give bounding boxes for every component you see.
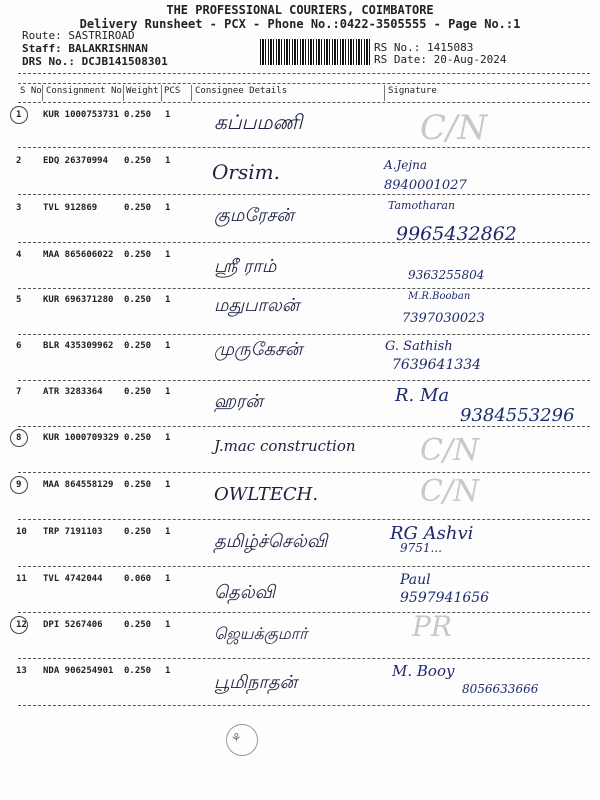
row-sno: 7	[16, 387, 22, 397]
consignee-handwriting: தமிழ்ச்செல்வி	[214, 531, 328, 552]
consignee-handwriting: பூமிநாதன்	[214, 672, 298, 693]
row-sno: 2	[16, 156, 22, 166]
consignment-number: MAA 865606022	[43, 250, 114, 260]
signature-handwriting: M. Booy	[392, 662, 455, 680]
column-rule	[123, 85, 124, 101]
signature-handwriting: 9965432862	[396, 223, 517, 245]
weight-value: 0.250	[124, 620, 152, 630]
runsheet-title: Delivery Runsheet - PCX - Phone No.:0422-3505555 - Page No.:1	[79, 17, 521, 31]
pcs-count: 1	[165, 110, 171, 120]
signature-handwriting: C/N	[420, 433, 480, 468]
weight-value: 0.250	[124, 341, 152, 351]
row-sno: 13	[16, 666, 27, 676]
row-sno: 11	[16, 574, 27, 584]
row-sno: 8	[16, 433, 22, 443]
row-divider	[18, 705, 590, 706]
consignment-number: BLR 435309962	[43, 341, 114, 351]
consignee-handwriting: தெல்வி	[214, 582, 276, 603]
signature-handwriting: G. Sathish	[385, 339, 453, 354]
signature-handwriting: PR	[412, 610, 452, 643]
consignment-number: ATR 3283364	[43, 387, 103, 397]
weight-value: 0.250	[124, 110, 152, 120]
row-sno: 5	[16, 295, 22, 305]
row-sno: 3	[16, 203, 22, 213]
consignment-number: TVL 4742044	[43, 574, 103, 584]
company-name: THE PROFESSIONAL COURIERS, COIMBATORE	[166, 3, 434, 17]
signature-handwriting: 9363255804	[408, 268, 485, 282]
row-sno: 10	[16, 527, 27, 537]
consignment-number: MAA 864558129	[43, 480, 114, 490]
consignment-number: KUR 1000709329	[43, 433, 119, 443]
weight-value: 0.250	[124, 203, 152, 213]
weight-value: 0.250	[124, 387, 152, 397]
signature-handwriting: C/N	[420, 108, 488, 148]
pcs-count: 1	[165, 527, 171, 537]
weight-value: 0.250	[124, 250, 152, 260]
weight-value: 0.060	[124, 574, 152, 584]
row-divider	[18, 612, 590, 613]
row-sno: 6	[16, 341, 22, 351]
weight-value: 0.250	[124, 156, 152, 166]
consignment-number: TVL 912869	[43, 203, 98, 213]
row-divider	[18, 658, 590, 659]
pcs-count: 1	[165, 387, 171, 397]
pcs-count: 1	[165, 250, 171, 260]
signature-handwriting: A.Jejna	[384, 158, 427, 172]
pcs-count: 1	[165, 666, 171, 676]
stamp-mark	[226, 724, 258, 756]
drs-number: DRS No.: DCJB141508301	[22, 55, 168, 68]
column-rule	[191, 85, 192, 101]
weight-value: 0.250	[124, 527, 152, 537]
pcs-count: 1	[165, 480, 171, 490]
col-sno: S No	[20, 86, 42, 96]
col-consignee: Consignee Details	[195, 86, 288, 96]
column-rule	[42, 85, 43, 101]
weight-value: 0.250	[124, 480, 152, 490]
consignee-handwriting: ஹரன்	[214, 391, 263, 412]
signature-handwriting: R. Ma	[395, 385, 450, 406]
row-divider	[18, 194, 590, 195]
column-rule	[384, 85, 385, 101]
consignment-number: DPI 5267406	[43, 620, 103, 630]
pcs-count: 1	[165, 620, 171, 630]
row-divider	[18, 519, 590, 520]
signature-handwriting: Paul	[400, 572, 431, 588]
row-sno: 1	[16, 110, 22, 120]
weight-value: 0.250	[124, 433, 152, 443]
row-sno: 9	[16, 480, 22, 490]
barcode	[260, 39, 370, 65]
row-sno: 12	[16, 620, 27, 630]
header-divider	[18, 102, 590, 103]
row-divider	[18, 288, 590, 289]
consignment-number: TRP 7191103	[43, 527, 103, 537]
signature-handwriting: M.R.Booban	[408, 291, 471, 302]
pcs-count: 1	[165, 341, 171, 351]
row-divider	[18, 566, 590, 567]
consignee-handwriting: ஜெயக்குமார்	[214, 624, 308, 643]
consignment-number: KUR 696371280	[43, 295, 114, 305]
pcs-count: 1	[165, 156, 171, 166]
pcs-count: 1	[165, 203, 171, 213]
row-divider	[18, 426, 590, 427]
header-divider	[18, 73, 590, 74]
consignee-handwriting: J.mac construction	[214, 437, 356, 455]
col-signature: Signature	[388, 86, 437, 96]
signature-handwriting: Tamotharan	[388, 199, 456, 212]
col-pcs: PCS	[164, 86, 181, 96]
signature-handwriting: RG Ashvi	[390, 523, 474, 544]
route-label: Route: SASTRIROAD	[22, 29, 135, 42]
consignee-handwriting: முருகேசன்	[214, 339, 303, 360]
signature-handwriting: 9384553296	[460, 405, 575, 426]
header-divider	[18, 83, 590, 84]
row-divider	[18, 472, 590, 473]
consignee-handwriting: மதுபாலன்	[214, 295, 300, 316]
consignment-number: EDQ 26370994	[43, 156, 109, 166]
consignee-handwriting: ஸ்ரீ ராம்	[214, 256, 277, 277]
column-rule	[161, 85, 162, 101]
row-sno: 4	[16, 250, 22, 260]
signature-handwriting: 8056633666	[462, 682, 539, 696]
signature-handwriting: 8940001027	[384, 178, 467, 193]
weight-value: 0.250	[124, 666, 152, 676]
consignment-number: KUR 1000753731	[43, 110, 119, 120]
signature-handwriting: 9597941656	[400, 590, 490, 606]
pcs-count: 1	[165, 574, 171, 584]
row-divider	[18, 147, 590, 148]
consignee-handwriting: குமரேசன்	[214, 205, 294, 226]
signature-handwriting: 7639641334	[392, 357, 482, 373]
weight-value: 0.250	[124, 295, 152, 305]
consignment-number: NDA 906254901	[43, 666, 114, 676]
signature-handwriting: C/N	[420, 474, 480, 509]
rs-date: RS Date: 20-Aug-2024	[374, 53, 507, 66]
signature-handwriting: 9751...	[400, 541, 442, 555]
col-consignment: Consignment No	[46, 86, 122, 96]
row-divider	[18, 334, 590, 335]
col-weight: Weight	[126, 86, 159, 96]
row-divider	[18, 380, 590, 381]
pcs-count: 1	[165, 433, 171, 443]
consignee-handwriting: Orsim.	[212, 160, 280, 184]
row-divider	[18, 242, 590, 243]
stamp-icon: ⚘	[232, 730, 241, 746]
consignee-handwriting: கப்பமணி	[214, 110, 303, 134]
staff-label: Staff: BALAKRISHNAN	[22, 42, 148, 55]
consignee-handwriting: OWLTECH.	[214, 484, 319, 505]
pcs-count: 1	[165, 295, 171, 305]
signature-handwriting: 7397030023	[402, 311, 485, 326]
rs-number: RS No.: 1415083	[374, 41, 474, 54]
